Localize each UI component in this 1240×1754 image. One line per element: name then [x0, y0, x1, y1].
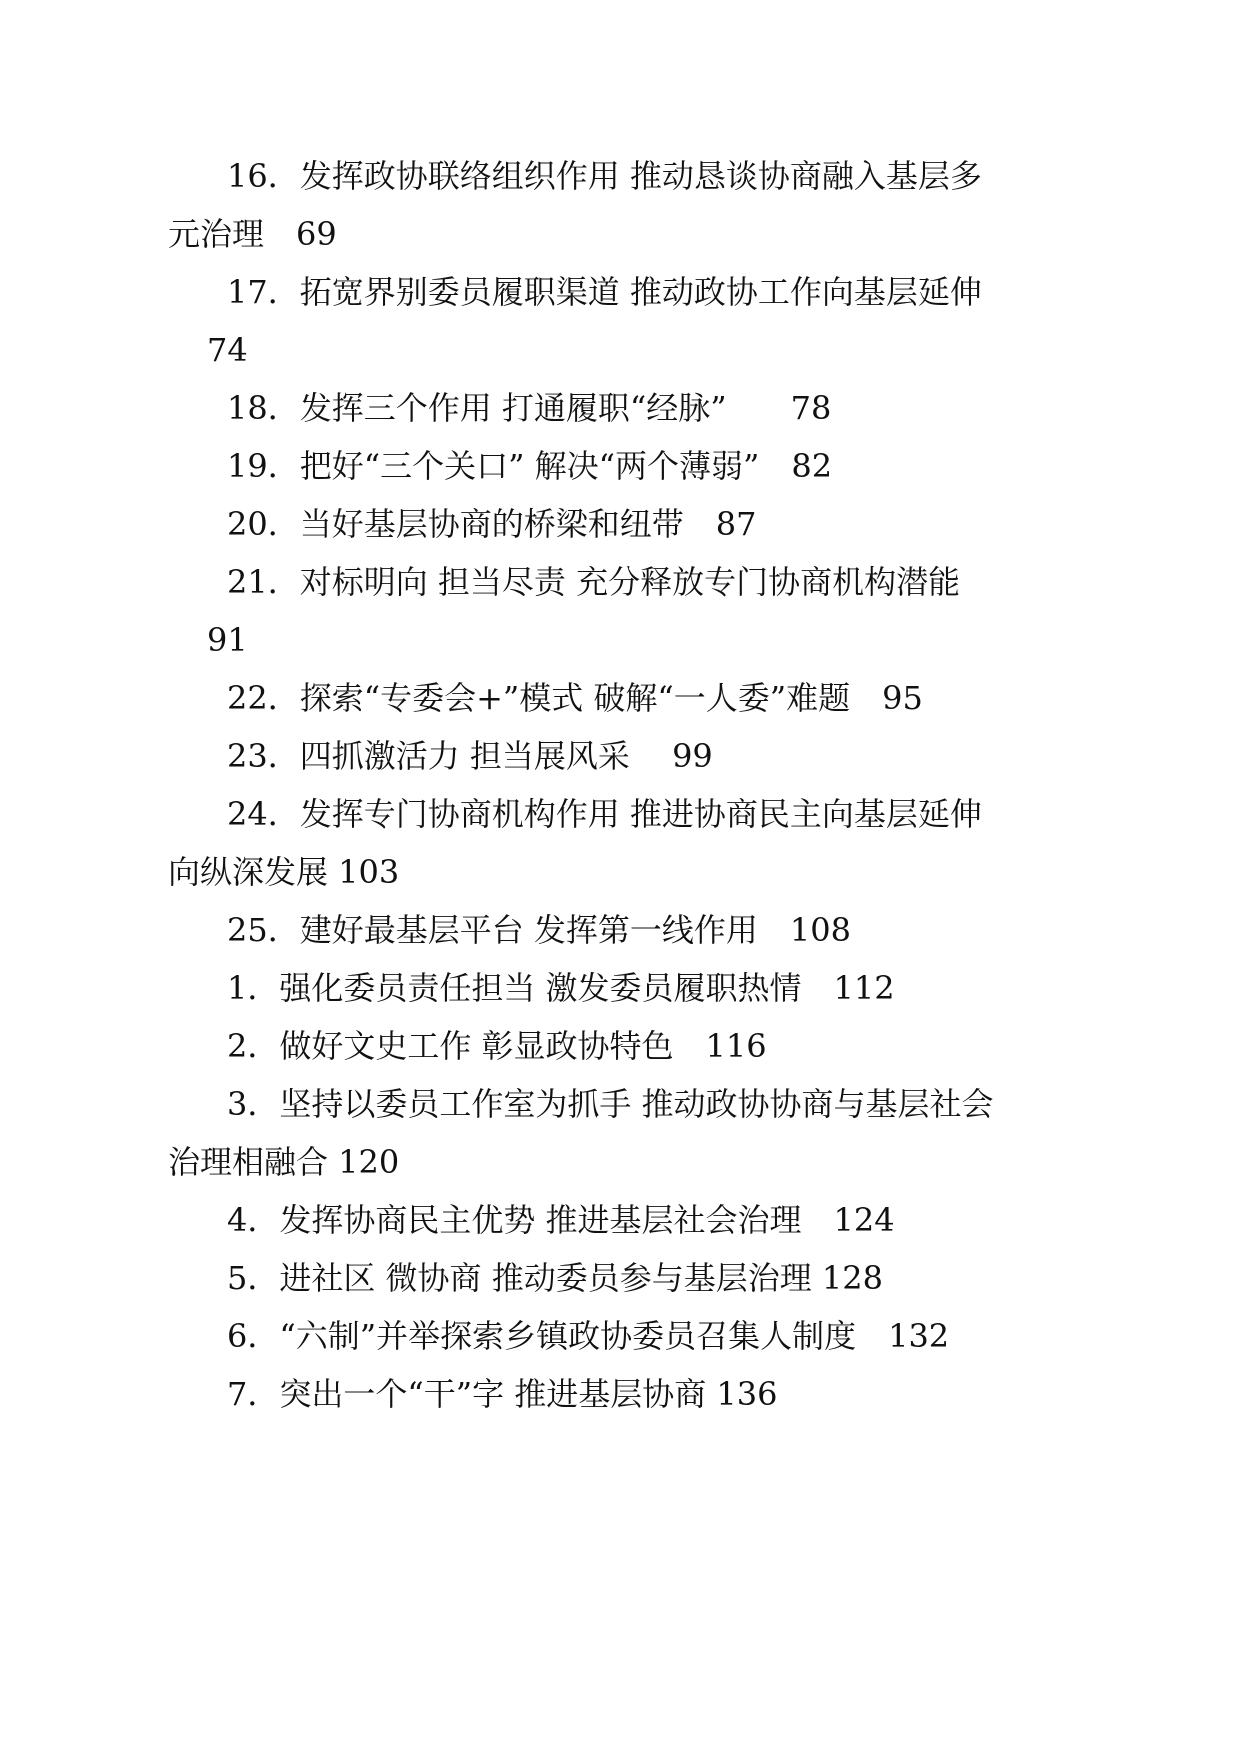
toc-line: 4．发挥协商民主优势 推进基层社会治理 124 — [227, 1201, 895, 1239]
toc-line: 元治理 69 — [168, 215, 337, 253]
toc-line: 向纵深发展 103 — [168, 853, 400, 891]
toc-line: 19．把好“三个关口” 解决“两个薄弱” 82 — [227, 447, 833, 485]
toc-line: 16．发挥政协联络组织作用 推动恳谈协商融入基层多 — [227, 157, 982, 195]
toc-line: 24．发挥专门协商机构作用 推进协商民主向基层延伸 — [227, 795, 982, 833]
toc-line: 3．坚持以委员工作室为抓手 推动政协协商与基层社会 — [227, 1085, 994, 1123]
toc-line: 23．四抓激活力 担当展风采 99 — [227, 737, 713, 775]
toc-line: 2．做好文史工作 彰显政协特色 116 — [227, 1027, 767, 1065]
toc-line: 20．当好基层协商的桥梁和纽带 87 — [227, 505, 757, 543]
toc-line: 5．进社区 微协商 推动委员参与基层治理 128 — [227, 1259, 883, 1297]
toc-line: 74 — [207, 331, 248, 369]
toc-line: 22．探索“专委会+”模式 破解“一人委”难题 95 — [227, 679, 923, 717]
toc-line: 91 — [207, 621, 248, 659]
toc-line: 18．发挥三个作用 打通履职“经脉” 78 — [227, 389, 832, 427]
toc-line: 25．建好最基层平台 发挥第一线作用 108 — [227, 911, 851, 949]
toc-line: 7．突出一个“干”字 推进基层协商 136 — [227, 1375, 778, 1413]
toc-line: 21．对标明向 担当尽责 充分释放专门协商机构潜能 — [227, 563, 961, 601]
toc-line: 1．强化委员责任担当 激发委员履职热情 112 — [227, 969, 895, 1007]
toc-line: 6．“六制”并举探索乡镇政协委员召集人制度 132 — [227, 1317, 950, 1355]
toc-line: 治理相融合 120 — [168, 1143, 400, 1181]
toc-line: 17．拓宽界别委员履职渠道 推动政协工作向基层延伸 — [227, 273, 982, 311]
